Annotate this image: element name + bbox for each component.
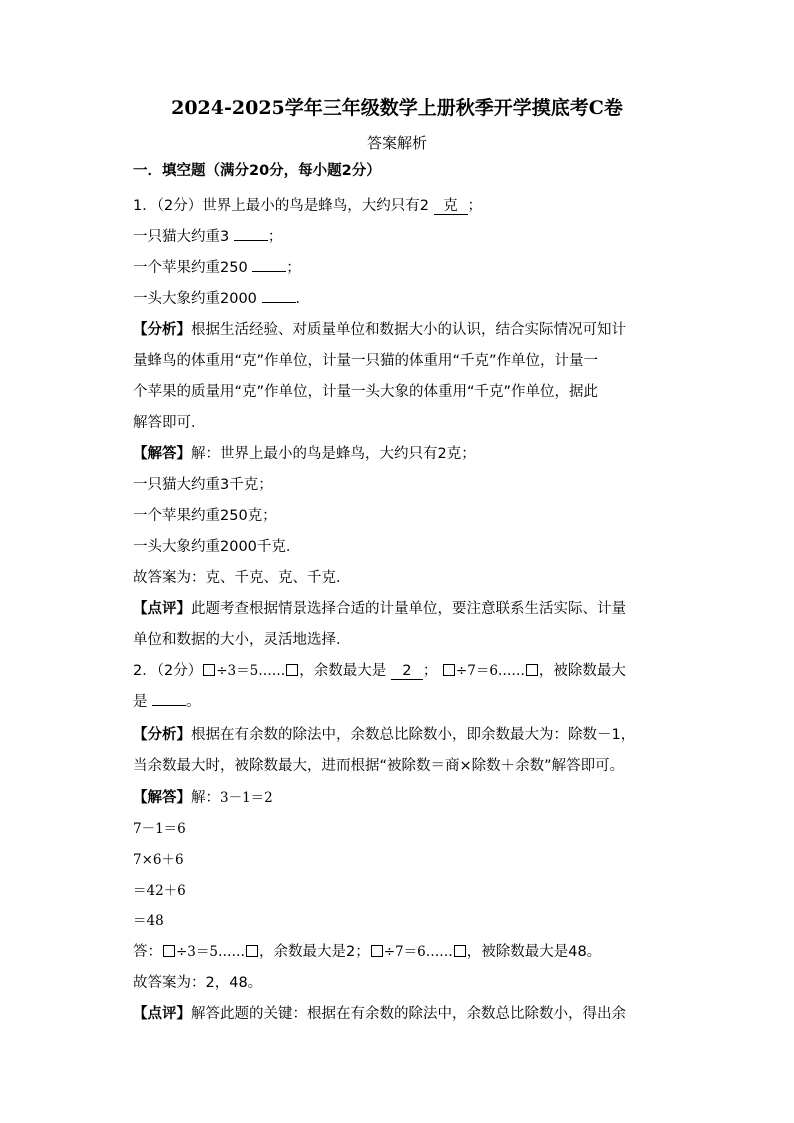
doc-subtitle: 答案解析	[366, 134, 427, 152]
q2-calc-2: 7－1＝6	[133, 821, 186, 837]
q1-comment-1: 【点评】此题考查根据情景选择合适的计量单位，要注意联系生活实际、计量	[133, 601, 626, 617]
q2-line-2: 是 。	[133, 694, 201, 710]
square-blank-icon	[246, 945, 258, 957]
q1-answer: 故答案为：克、千克、克、千克．	[133, 570, 351, 586]
q1-blank-4	[262, 302, 296, 303]
q2-answer-line: 答： ÷3＝5…… ，余数最大是2； ÷7＝6…… ，被除数最大是48。	[133, 944, 602, 960]
q1-analysis-4: 解答即可．	[133, 415, 206, 431]
square-blank-icon	[163, 945, 175, 957]
q2-calc-3: 7×6＋6	[133, 852, 184, 868]
q1-line-2: 一只猫大约重3 ；	[133, 229, 283, 245]
q2-blank-2	[152, 705, 186, 706]
square-blank-icon	[454, 945, 466, 957]
square-blank-icon	[286, 664, 298, 676]
q1-blank-1: 克	[434, 198, 468, 215]
q1-solution-1: 【解答】解：世界上最小的鸟是蜂鸟，大约只有2克；	[133, 446, 476, 462]
q1-solution-4: 一头大象约重2000千克．	[133, 539, 301, 555]
square-blank-icon	[526, 664, 538, 676]
section-heading: 一．填空题（满分20分，每小题2分）	[133, 163, 381, 179]
q2-solution: 【解答】解：3－1＝2	[133, 790, 273, 806]
q2-blank-1: 2	[391, 663, 423, 680]
doc-title: 2024-2025学年三年级数学上册秋季开学摸底考C卷	[171, 97, 623, 119]
q1-line-3: 一个苹果约重250 ；	[133, 260, 301, 276]
q1-analysis-1: 【分析】根据生活经验、对质量单位和数据大小的认识，结合实际情况可知计	[133, 322, 626, 338]
square-blank-icon	[371, 945, 383, 957]
q1-comment-2: 单位和数据的大小，灵活地选择．	[133, 632, 351, 648]
q1-blank-2	[234, 240, 268, 241]
q2-stem: 2．（2分） ÷3＝5…… ，余数最大是 2 ； ÷7＝6…… ，被除数最大	[133, 663, 626, 679]
q1-analysis-2: 量蜂鸟的体重用“克”作单位，计量一只猫的体重用“千克”作单位，计量一	[133, 353, 599, 369]
square-blank-icon	[203, 664, 215, 676]
q1-blank-3	[252, 271, 286, 272]
q2-analysis-1: 【分析】根据在有余数的除法中，余数总比除数小，即余数最大为：除数－1，	[133, 727, 636, 743]
q1-solution-3: 一个苹果约重250克；	[133, 508, 277, 524]
q2-answer: 故答案为：2，48。	[133, 975, 263, 991]
square-blank-icon	[443, 664, 455, 676]
q2-comment-1: 【点评】解答此题的关键：根据在有余数的除法中，余数总比除数小，得出余	[133, 1006, 626, 1022]
q2-calc-4: ＝42＋6	[133, 883, 186, 899]
q2-analysis-2: 当余数最大时，被除数最大，进而根据“被除数＝商×除数＋余数”解答即可。	[133, 758, 625, 774]
q1-stem: 1．（2分）世界上最小的鸟是蜂鸟，大约只有2 克 ；	[133, 198, 483, 214]
q2-calc-5: ＝48	[133, 913, 164, 929]
q1-analysis-3: 个苹果的质量用“克”作单位，计量一头大象的体重用“千克”作单位，据此	[133, 384, 599, 400]
q1-solution-2: 一只猫大约重3千克；	[133, 477, 273, 493]
q1-line-4: 一头大象约重2000 ．	[133, 291, 311, 307]
